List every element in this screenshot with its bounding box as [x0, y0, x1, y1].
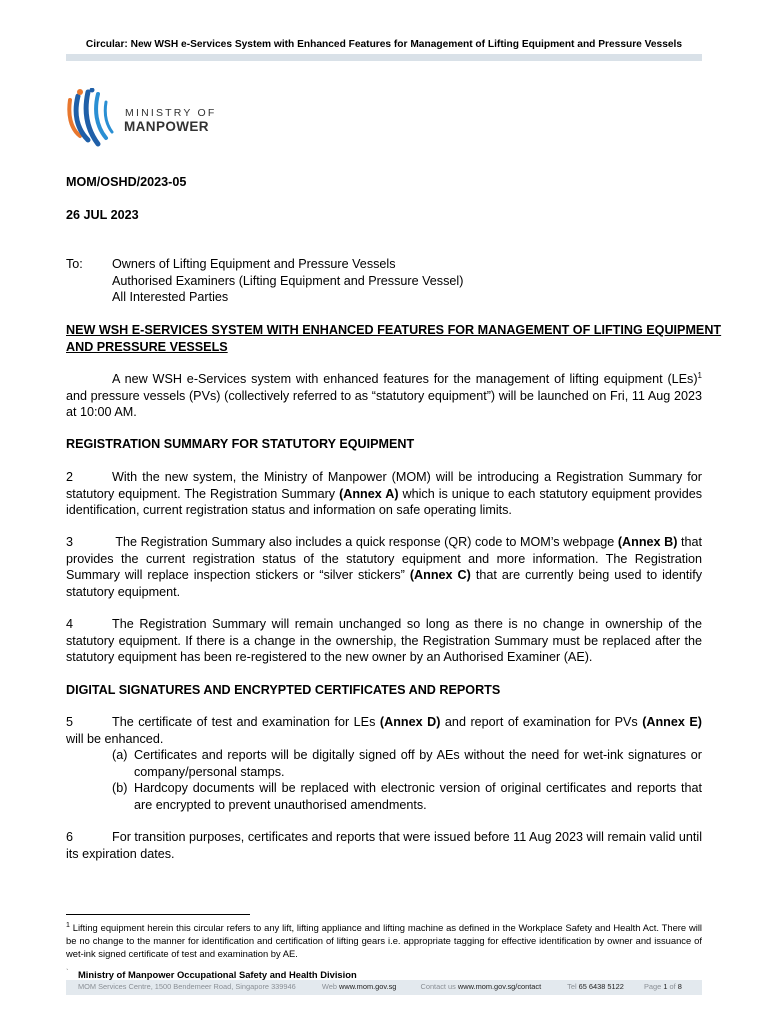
circular-date: 26 JUL 2023	[66, 208, 139, 222]
recipients-block	[66, 256, 702, 308]
footer-contact-link[interactable]: www.mom.gov.sg/contact	[457, 982, 542, 991]
footnote-ref: 1	[697, 370, 702, 380]
logo-text-ministry: MINISTRY OF	[125, 107, 217, 119]
page-number: 1	[663, 982, 668, 991]
intro-paragraph: A new WSH e-Services system with enhanced features for the management of lifting equipment (LEs)$^1$ and pressure vessels (PVs) (collectively referred to as “statutory equipment”) will be launched on Fri, 11 Aug 2023 at 10:00 AM.	[66, 370, 702, 420]
to-label: To:	[66, 257, 83, 271]
reference-number: MOM/OSHD/2023-05	[66, 175, 187, 189]
header-bar	[66, 54, 702, 61]
list-item: (b) Hardcopy documents will be replaced with electronic version of original certificates and reports that are encrypted to prevent unauthorised amendments.	[112, 781, 702, 812]
recipient-line: Owners of Lifting Equipment and Pressure Vessels	[112, 257, 396, 271]
paragraph-4: 4 The Registration Summary will remain unchanged so long as there is no change in ownership of the statutory equipment. If there is a change in the ownership, the Registration Summary must be replaced after the statutory equipment has been re-registered to the new owner by an Authorised Examiner (AE).	[66, 617, 702, 665]
footnote: $^1$ Lifting equipment herein this circular refers to any lift, lifting appliance and lifting machine as defined in the Workplace Safety and Health Act. There will be no change to the manner for identification and certification of lifting gears i.e. appropriate tagging for effective identification by owner and issuance of wet-ink signed certificate of test and examination by AE.	[66, 921, 702, 960]
footer-tel: 65 6438 5122	[578, 982, 624, 991]
circular-title-line2: AND PRESSURE VESSELS	[66, 340, 228, 354]
section-heading-registration: REGISTRATION SUMMARY FOR STATUTORY EQUIPMENT	[66, 437, 415, 451]
circular-header-title: Circular: New WSH e-Services System with Enhanced Features for Management of Lifting Equipment and Pressure Vessels	[85, 39, 683, 50]
paragraph-6: 6 For transition purposes, certificates and reports that were issued before 11 Aug 2023 will remain valid until its expiration dates.	[66, 830, 702, 861]
footnote-divider	[66, 914, 250, 915]
manpower-logo-icon	[66, 88, 126, 150]
footer-contact-row: MOM Services Centre, 1500 Bendemeer Road, Singapore 339946 Web www.mom.gov.sg Contact us www.mom.gov.sg/contact Tel 65 6438 5122 Page 1 of 8	[78, 982, 682, 991]
section-heading-digital-signatures: DIGITAL SIGNATURES AND ENCRYPTED CERTIFICATES AND REPORTS	[66, 683, 501, 697]
list-item: (a) Certificates and reports will be digitally signed off by AEs without the need for wet-ink signatures or company/personal stamps.	[112, 748, 702, 779]
logo-text-manpower: MANPOWER	[124, 119, 209, 134]
paragraph-2: 2 With the new system, the Ministry of Manpower (MOM) will be introducing a Registration Summary for statutory equipment. The Registration Summary (Annex A) which is unique to each statutory equipment provides identification, current registration status and information on safe operating limits.	[66, 470, 703, 518]
footer-mark: `	[66, 968, 69, 977]
recipient-line: All Interested Parties	[112, 290, 229, 305]
circular-title-line1: NEW WSH E-SERVICES SYSTEM WITH ENHANCED FEATURES FOR MANAGEMENT OF LIFTING EQUIPMENT	[66, 323, 722, 337]
footer-web-link[interactable]: www.mom.gov.sg	[339, 982, 397, 991]
paragraph-5: 5 The certificate of test and examination for LEs (Annex D) and report of examination for PVs (Annex E) will be enhanced.	[66, 715, 702, 746]
footer-address: MOM Services Centre, 1500 Bendemeer Road, Singapore 339946	[78, 982, 296, 991]
page-total: 8	[677, 982, 682, 991]
paragraph-3: 3 The Registration Summary also includes a quick response (QR) code to MOM’s webpage (Annex B) that provides the current registration status of the statutory equipment and more information. The Registration Summary will replace inspection stickers or “silver stickers” (Annex C) that are currently being used to identify statutory equipment.	[66, 535, 702, 599]
footer-organisation: Ministry of Manpower Occupational Safety and Health Division	[78, 969, 357, 980]
recipient-line: Authorised Examiners (Lifting Equipment and Pressure Vessel)	[112, 273, 464, 288]
